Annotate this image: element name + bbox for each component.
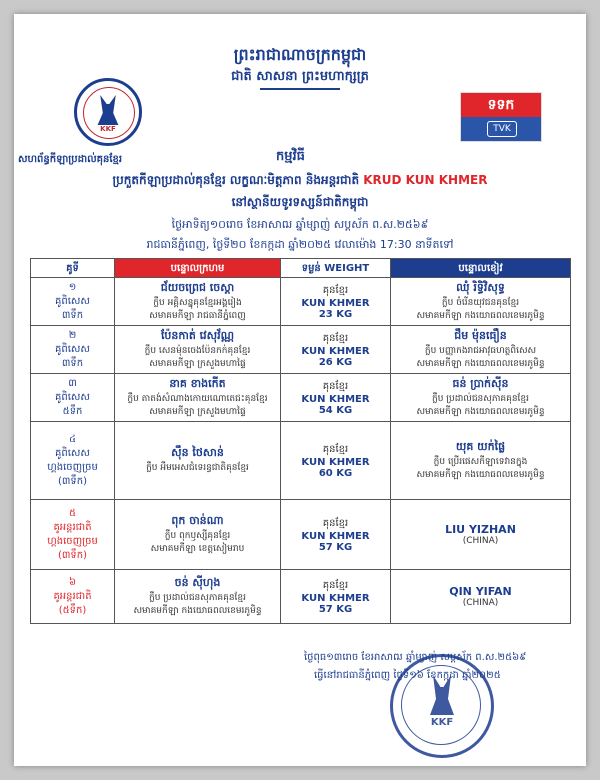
fighter-name: ចន់ ស៊ីហុង (174, 575, 221, 589)
bout-line: គូពិសេស (55, 343, 90, 355)
weight-kh: គុនខ្មែរ (322, 333, 349, 344)
fighter-assoc: សមាគមកីឡា កងយោធពលខេមរភូមិន្ទ (416, 358, 545, 369)
fighter-club: ក្លឹប ចំរើនយុវជនគុនខ្មែរ (441, 297, 520, 308)
fighter-name: យុគ យក់ផ្លៃ (455, 439, 506, 453)
weight-cell (281, 500, 391, 570)
federation-label: សហព័ន្ធកីឡាប្រដាល់គុនខ្មែរ (18, 154, 123, 165)
bout-line: ៦ (68, 576, 77, 588)
fighter-assoc: សមាគមកីឡា កងយោធពលខេមរភូមិន្ទ (416, 310, 545, 321)
bout-line: ៥ (68, 507, 77, 519)
bout-cell (31, 326, 115, 374)
weight-kh: គុនខ្មែរ (322, 444, 349, 455)
fighter-club: (CHINA) (462, 598, 499, 608)
fighter-assoc: សមាគមកីឡា កងយោធពលខេមរភូមិន្ទ (416, 406, 545, 417)
bout-line: ៣ (68, 377, 77, 389)
fighter-assoc: សមាគមកីឡា ក្រសួងមហាផ្ទៃ (149, 358, 246, 369)
weight-kh: គុនខ្មែរ (322, 381, 349, 392)
fighter-name: ពុក ចាន់ណា (171, 513, 224, 527)
header-red-corner: បន្ទោលក្រហម (115, 259, 281, 278)
weight-kg: 54 KG (318, 405, 353, 416)
fighter-club: (CHINA) (462, 536, 499, 546)
weight-kg: 57 KG (318, 542, 353, 553)
fighter-name: ប៉ែនកាត់ វេសុវ័ណ្ណ (160, 328, 235, 342)
fighter-assoc: សមាគមកីឡា ក្រសួងមហាផ្ទៃ (149, 406, 246, 417)
footer-lunar-date: ថ្ងៃពុធ១៣រោច ខែអាសាឍ ឆ្នាំម្សាញ់ សប្តស័ក ព.ស.២៥៦៩ (304, 652, 527, 663)
blue-corner-cell (391, 570, 571, 624)
bout-line: ២ (68, 329, 77, 341)
fighter-name: QIN YIFAN (449, 585, 512, 598)
fighter-name: ធន់ ប្រាក់ស៊ីន (452, 376, 509, 390)
red-corner-cell (115, 326, 281, 374)
fighter-club: ក្លឹប បញ្ញាកងរាជអាវុធហត្ថពិសេស (424, 345, 537, 356)
table-row (31, 374, 571, 422)
weight-kh: គុនខ្មែរ (322, 285, 349, 296)
bout-line: ហ្គងចេញច្រម (47, 535, 98, 547)
venue: នៅស្ថានីយទូរទស្សន៍ជាតិកម្ពុជា (231, 195, 369, 209)
fighter-assoc: សមាគមកីឡា កងយោធពលខេមរភូមិន្ទ (416, 469, 545, 480)
red-corner-cell (115, 278, 281, 326)
footer-place-date: ធ្វើនៅរាជធានីភ្នំពេញ ថ្ងៃទី១៦ ខែកក្កដា ឆ្នាំ២០២៥ (314, 670, 501, 681)
bout-cell (31, 500, 115, 570)
bout-line: (៥ទឹក) (58, 604, 87, 616)
weight-cell (281, 326, 391, 374)
table-header-row (31, 259, 571, 278)
event-title (14, 172, 586, 190)
bout-line: គូពិសេស (55, 295, 90, 307)
bout-line: (៣ទឹក) (57, 475, 88, 487)
fighter-assoc: សមាគមកីឡា រាជធានីភ្នំពេញ (149, 310, 246, 321)
red-corner-cell (115, 500, 281, 570)
weight-cell (281, 278, 391, 326)
blue-corner-cell (391, 326, 571, 374)
weight-cell (281, 374, 391, 422)
bout-cell (31, 374, 115, 422)
federation-logo-abbr: KKF (100, 125, 116, 133)
fighter-club: ក្លឹប អឹមអេសជំទេរន្ធជាតិគុនខ្មែរ (146, 463, 249, 473)
fighter-name: ឈុំ រិទ្ធិវិសុទ្ធ (456, 280, 505, 294)
date-solar: រាជធានីភ្នំពេញ, ថ្ងៃទី២០ ខែកក្កដា ឆ្នាំ២០២៥ វេលាម៉ោង 17:30 នាទីតទៅ (146, 238, 454, 251)
fighter-assoc: សមាគមកីឡា ខេត្តសៀមរាប (150, 543, 245, 554)
bout-line: (៣ទឹក) (57, 549, 88, 561)
fighter-club: ក្លឹប តាតង់សំណាងកោយណោតេជះគុនខ្មែរ (127, 393, 268, 404)
weight-cell (281, 422, 391, 500)
bout-line: ហ្គងចេញច្រម (47, 461, 98, 473)
bout-line: ៣ទឹក (61, 309, 84, 321)
tvk-logo-bottom: TVK (487, 121, 517, 137)
red-corner-cell (115, 570, 281, 624)
weight-en: KUN KHMER (301, 531, 370, 542)
header-weight: ទម្ងន់ WEIGHT (281, 259, 391, 278)
program-sheet (14, 14, 586, 766)
weight-kg: 26 KG (318, 357, 353, 368)
weight-en: KUN KHMER (301, 457, 370, 468)
tvk-logo-top: ទទក (461, 93, 541, 117)
fight-table (30, 258, 571, 624)
weight-kg: 60 KG (318, 468, 353, 479)
motto-heading: ជាតិ សាសនា ព្រះមហាក្សត្រ (231, 69, 369, 84)
tvk-logo (460, 92, 542, 142)
event-title-latin: KRUD KUN KHMER (363, 173, 488, 187)
fighter-club: ក្លឹប ប្រើរផេសកីឡាទេវានក្នុង (433, 456, 528, 467)
federation-stamp (390, 654, 494, 758)
bout-line: គូពិសេស (55, 447, 90, 459)
bout-line: គូអន្តរជាតិ (53, 590, 92, 602)
fighter-club: ក្លឹប អគ្គិសន្នុគុនខ្មែរអង្គរៀង (153, 297, 242, 308)
blue-corner-cell (391, 500, 571, 570)
bout-line: ៥ទឹក (62, 405, 83, 417)
stamp-abbr: KKF (430, 717, 454, 728)
red-corner-cell (115, 374, 281, 422)
blue-corner-cell (391, 422, 571, 500)
table-row (31, 500, 571, 570)
fighter-name: ជឹម ម៉ុនធឿន (454, 328, 507, 342)
bout-cell (31, 422, 115, 500)
table-row (31, 278, 571, 326)
table-row (31, 570, 571, 624)
bout-line: ១ (68, 281, 77, 293)
federation-logo (74, 78, 142, 146)
bout-cell (31, 570, 115, 624)
program-label: កម្មវិធី (276, 149, 305, 164)
event-title-khmer: ប្រកួតកីឡាប្រដាល់គុនខ្មែរ លក្ខណៈមិត្តភាព និងអន្តរជាតិ (112, 173, 360, 187)
weight-kh: គុនខ្មែរ (322, 518, 349, 529)
bout-line: គូពិសេស (55, 391, 90, 403)
kingdom-heading: ព្រះរាជាណាចក្រកម្ពុជា (233, 45, 367, 64)
fighter-club: ក្លឹប ប្រដាល់ជនសុភាគគុនខ្មែរ (432, 393, 529, 404)
red-corner-cell (115, 422, 281, 500)
heading-divider (260, 88, 340, 90)
weight-kh: គុនខ្មែរ (322, 580, 349, 591)
weight-en: KUN KHMER (301, 394, 370, 405)
bout-line: ៣ទឹក (61, 357, 84, 369)
bout-cell (31, 278, 115, 326)
table-row (31, 422, 571, 500)
weight-cell (281, 570, 391, 624)
weight-en: KUN KHMER (301, 346, 370, 357)
fighter-club: ក្លឹប ពុកឫស្សីគុនខ្មែរ (164, 530, 231, 541)
fighter-name: LIU YIZHAN (445, 523, 516, 536)
weight-en: KUN KHMER (301, 593, 370, 604)
header-blue-corner: បន្ទោលខៀវ (391, 259, 571, 278)
fighter-club: ក្លឹប ប្រដាល់ជនសុភាគគុនខ្មែរ (149, 592, 246, 603)
bout-line: ៤ (68, 433, 77, 445)
fighter-name: ជ័យចព្រេជ ចេស្តា (160, 280, 235, 294)
weight-en: KUN KHMER (301, 298, 370, 309)
fighter-assoc: សមាគមកីឡា កងយោធពលខេមរភូមិន្ទ (133, 605, 262, 616)
header-bout: គូទី (31, 259, 115, 278)
blue-corner-cell (391, 278, 571, 326)
bout-line: គូអន្តរជាតិ (53, 521, 92, 533)
fighter-club: ក្លឹប សេនម៉ុនចេងប៉ែនកក់គុនខ្មែរ (144, 345, 251, 356)
fighter-name: ស៊ឹន ថៃសាន់ (171, 446, 224, 459)
weight-kg: 57 KG (318, 604, 353, 615)
blue-corner-cell (391, 374, 571, 422)
fighter-name: នាគ ខាងកើត (169, 376, 226, 390)
date-lunar: ថ្ងៃអាទិត្យ១០រោច ខែអាសាឍ ឆ្នាំម្សាញ់ សប្តស័ក ព.ស.២៥៦៩ (171, 218, 429, 231)
weight-kg: 23 KG (318, 309, 353, 320)
table-row (31, 326, 571, 374)
